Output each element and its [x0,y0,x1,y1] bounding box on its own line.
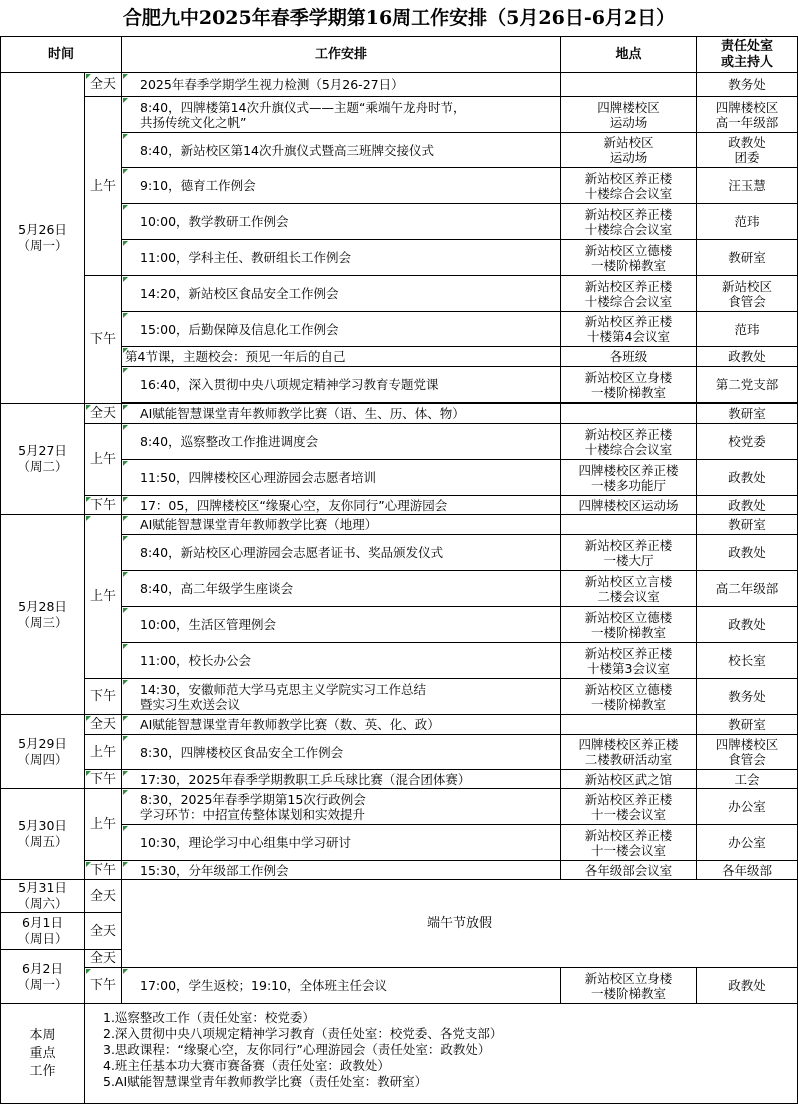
responsible-cell: 四牌楼校区 高一年级部 [697,97,798,133]
table-row [1,424,798,460]
task-cell: AI赋能智慧课堂青年教师教学比赛（数、英、化、政） [122,715,561,735]
table-row [1,861,798,880]
responsible-cell: 教研室 [697,515,798,535]
task-cell: AI赋能智慧课堂青年教师教学比赛（语、生、历、体、物） [122,404,561,424]
location-cell: 四牌楼校区 运动场 [561,97,697,133]
task-cell: 8:40，四牌楼第14次升旗仪式——主题“乘端午龙舟时节， 共扬传统文化之帆” [122,97,561,133]
task-cell: 15:30，分年级部工作例会 [122,861,561,880]
responsible-cell: 教务处 [697,73,798,97]
table-row [1,789,798,825]
header-responsible: 责任处室 或主持人 [697,37,798,73]
responsible-cell: 高二年级部 [697,571,798,607]
focus-item: 5.AI赋能智慧课堂青年教师教学比赛（责任处室：教研室） [103,1074,428,1089]
location-cell: 新站校区立身楼 一楼阶梯教室 [561,367,697,403]
location-cell: 新站校区立言楼 二楼会议室 [561,571,697,607]
responsible-cell: 政教处 [697,607,798,643]
location-cell: 四牌楼校区养正楼 一楼多功能厅 [561,460,697,496]
responsible-cell: 教研室 [697,240,798,276]
responsible-cell: 政教处 [697,496,798,515]
task-cell: 11:00，校长办公会 [122,643,561,679]
location-cell: 新站校区养正楼 十楼综合会议室 [561,204,697,240]
location-cell: 新站校区养正楼 十楼综合会议室 [561,168,697,204]
location-cell: 新站校区 运动场 [561,133,697,168]
table-row [1,968,798,1004]
task-cell: 17:30，2025年春季学期教职工乒乓球比赛（混合团体赛） [122,770,561,789]
location-cell: 各年级部会议室 [561,861,697,880]
location-cell: 各班级 [561,347,697,367]
table-row [1,735,798,770]
task-cell: AI赋能智慧课堂青年教师教学比赛（地理） [122,515,561,535]
period-cell: 上午 [85,97,122,276]
period-cell: 下午 [85,496,122,515]
task-cell: 8:40，高二年级学生座谈会 [122,571,561,607]
location-cell: 新站校区养正楼 十楼综合会议室 [561,276,697,312]
focus-item: 2.深入贯彻中央八项规定精神学习教育（责任处室：校党委、各党支部） [103,1026,503,1041]
task-cell: 10:00，教学教研工作例会 [122,204,561,240]
task-cell: 14:20，新站校区食品安全工作例会 [122,276,561,312]
responsible-cell: 教研室 [697,404,798,424]
page-title: 合肥九中2025年春季学期第16周工作安排（5月26日-6月2日） [122,7,676,29]
period-cell: 下午 [85,679,122,715]
focus-list [85,1004,798,1104]
responsible-cell: 范玮 [697,312,798,347]
responsible-cell: 工会 [697,770,798,789]
task-cell: 17：05，四牌楼校区“缘聚心空，友你同行”心理游园会 [122,496,561,515]
table-row [1,73,798,97]
holiday-notice: 端午节放假 [122,880,798,968]
responsible-cell: 政教处 [697,968,798,1004]
location-cell [561,404,697,424]
task-cell: 10:00，生活区管理例会 [122,607,561,643]
location-cell: 新站校区养正楼 十楼第3会议室 [561,643,697,679]
task-cell: 14:30，安徽师范大学马克思主义学院实习工作总结 暨实习生欢送会议 [122,679,561,715]
task-cell: 17:00，学生返校；19:10，全体班主任会议 [122,968,561,1004]
focus-label: 本周 重点 工作 [1,1004,85,1104]
period-cell: 全天 [85,950,122,968]
focus-item: 4.班主任基本功大赛市赛备赛（责任处室：政教处） [103,1058,390,1073]
location-cell: 新站校区养正楼 十楼综合会议室 [561,424,697,460]
task-cell: 9:10，德育工作例会 [122,168,561,204]
location-cell: 新站校区立身楼 一楼阶梯教室 [561,968,697,1004]
day-cell: 5月26日 （周一） [1,73,85,404]
responsible-cell: 各年级部 [697,861,798,880]
period-cell: 上午 [85,735,122,770]
task-cell: 8:40，新站校区第14次升旗仪式暨高三班牌交接仪式 [122,133,561,168]
period-cell: 上午 [85,789,122,861]
task-cell: 8:30，2025年春季学期第15次行政例会 学习环节：中招宣传整体谋划和实效提升 [122,789,561,825]
responsible-cell: 校党委 [697,424,798,460]
responsible-cell: 第二党支部 [697,367,798,403]
period-cell: 全天 [85,404,122,424]
location-cell [561,715,697,735]
location-cell [561,73,697,97]
responsible-cell: 办公室 [697,825,798,861]
table-row [1,97,798,133]
task-cell: 8:30，四牌楼校区食品安全工作例会 [122,735,561,770]
location-cell: 新站校区立德楼 一楼阶梯教室 [561,679,697,715]
period-cell: 下午 [85,276,122,404]
responsible-cell: 教研室 [697,715,798,735]
task-cell: 15:00，后勤保障及信息化工作例会 [122,312,561,347]
location-cell: 新站校区立德楼 一楼阶梯教室 [561,607,697,643]
table-row [1,770,798,789]
period-cell: 全天 [85,880,122,913]
task-cell: 16:40，深入贯彻中央八项规定精神学习教育专题党课 [122,367,561,403]
responsible-cell: 政教处 [697,460,798,496]
day-cell: 6月2日 （周一） [1,950,85,1004]
location-cell: 新站校区养正楼 十楼第4会议室 [561,312,697,347]
table-row [1,715,798,735]
focus-item: 3.思政课程：“缘聚心空，友你同行”心理游园会（责任处室：政教处） [103,1042,491,1057]
table-row [1,515,798,535]
responsible-cell: 四牌楼校区 食管会 [697,735,798,770]
responsible-cell: 政教处 [697,535,798,571]
header-time: 时间 [1,37,122,73]
location-cell: 四牌楼校区运动场 [561,496,697,515]
task-cell: 10:30，理论学习中心组集中学习研讨 [122,825,561,861]
responsible-cell: 办公室 [697,789,798,825]
day-cell: 5月31日 （周六） [1,880,85,913]
table-row [1,404,798,424]
responsible-cell: 新站校区 食管会 [697,276,798,312]
table-row [1,496,798,515]
location-cell: 新站校区武之馆 [561,770,697,789]
responsible-cell: 教务处 [697,679,798,715]
task-cell: 11:00，学科主任、教研组长工作例会 [122,240,561,276]
location-cell: 新站校区立德楼 一楼阶梯教室 [561,240,697,276]
period-cell: 上午 [85,515,122,679]
header-row [1,37,798,73]
day-cell: 5月27日 （周二） [1,404,85,515]
location-cell: 四牌楼校区养正楼 二楼教研活动室 [561,735,697,770]
header-location: 地点 [561,37,697,73]
day-cell: 5月28日 （周三） [1,515,85,715]
responsible-cell: 范玮 [697,204,798,240]
responsible-cell: 政教处 [697,347,798,367]
table-row [1,880,798,911]
day-cell: 5月30日 （周五） [1,789,85,880]
day-cell: 5月29日 （周四） [1,715,85,789]
period-cell: 下午 [85,968,122,1004]
period-cell: 全天 [85,715,122,735]
responsible-cell: 校长室 [697,643,798,679]
schedule-table [0,36,798,1104]
focus-row [1,1004,798,1104]
task-cell: 11:50，四牌楼校区心理游园会志愿者培训 [122,460,561,496]
responsible-cell: 汪玉慧 [697,168,798,204]
location-cell: 新站校区养正楼 十一楼会议室 [561,789,697,825]
responsible-cell: 政教处 团委 [697,133,798,168]
day-cell: 6月1日 （周日） [1,913,85,950]
task-cell: 8:40，新站校区心理游园会志愿者证书、奖品颁发仪式 [122,535,561,571]
period-cell: 下午 [85,770,122,789]
location-cell: 新站校区养正楼 一楼大厅 [561,535,697,571]
location-cell: 新站校区养正楼 十一楼会议室 [561,825,697,861]
period-cell: 下午 [85,861,122,880]
task-cell: 第4节课，主题校会：预见一年后的自己 [122,347,561,367]
period-cell: 全天 [85,913,122,950]
location-cell [561,515,697,535]
table-row [1,679,798,715]
table-row [1,276,798,312]
focus-item: 1.巡察整改工作（责任处室：校党委） [103,1010,315,1025]
task-cell: 2025年春季学期学生视力检测（5月26-27日） [122,73,561,97]
header-task: 工作安排 [122,37,561,73]
period-cell: 全天 [85,73,122,97]
task-cell: 8:40，巡察整改工作推进调度会 [122,424,561,460]
period-cell: 上午 [85,424,122,496]
